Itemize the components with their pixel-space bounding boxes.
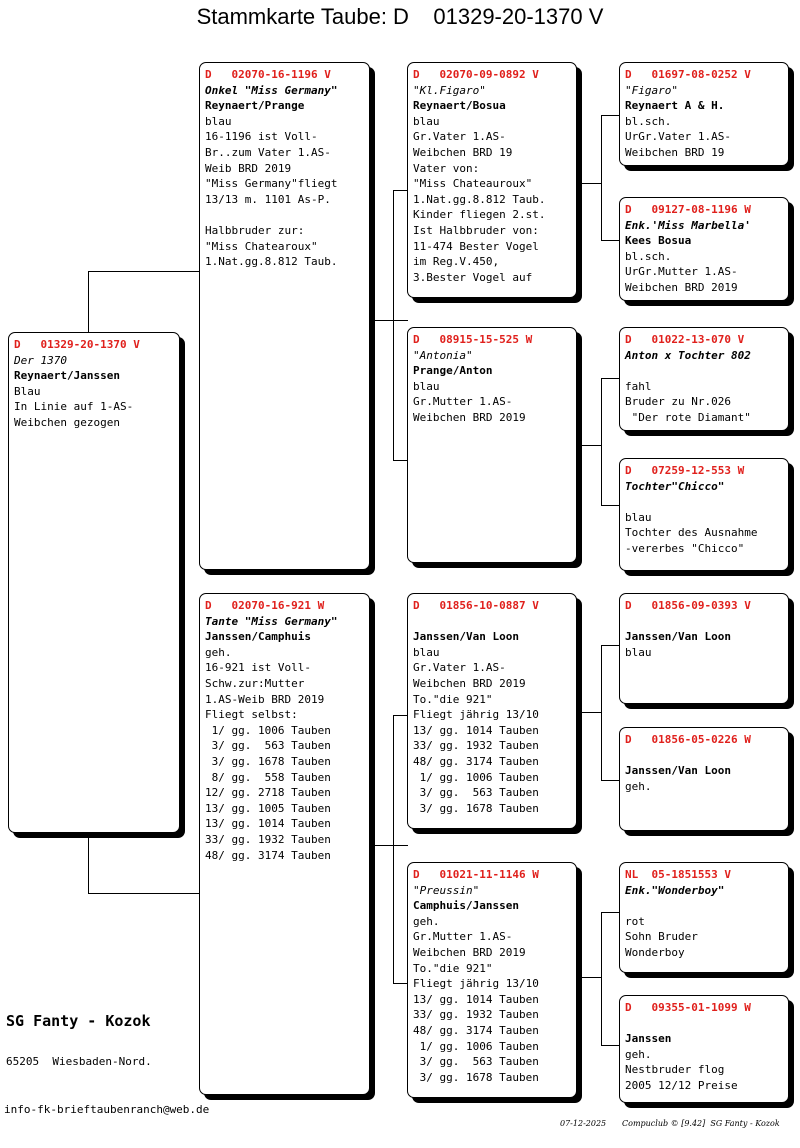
card-line: Ist Halbbruder von: [413,223,539,237]
card-line [625,1016,783,1032]
connector [88,832,89,893]
card-line: 1.Nat.gg.8.812 Taub. [205,255,338,269]
card-line: Anton x Tochter 802 [625,348,751,362]
page-title: Stammkarte Taube: D 01329-20-1370 V [196,4,604,29]
card-line: Gr.Mutter 1.AS- [413,395,513,409]
card-line: Br..zum Vater 1.AS- [205,145,331,159]
card-line: Wonderboy [625,945,685,959]
card-line: 3/ gg. 563 Tauben [205,739,331,753]
pigeon-card-ggf-1[interactable] [619,62,789,166]
card-line [413,614,571,630]
card-line: Tante "Miss Germany" [205,614,338,628]
card-line: 48/ gg. 3174 Tauben [413,1023,539,1037]
connector [601,240,620,241]
pigeon-card-ggm-3[interactable] [619,727,789,831]
connector [601,505,620,506]
card-line: Vater von: [413,161,480,175]
card-line: To."die 921" [413,692,493,706]
card-line: Tochter"Chicco" [625,479,725,493]
ring-number: D 09355-01-1099 W [625,1001,751,1014]
card-line: 16-921 ist Voll- [205,661,311,675]
card-line: 3/ gg. 563 Tauben [413,1055,539,1069]
card-line: Reynaert A & H. [625,99,725,113]
pigeon-card-mother[interactable] [199,593,370,1095]
connector [601,115,602,240]
card-line: rot [625,914,645,928]
card-line: Reynaert/Bosua [413,99,506,113]
card-line: 13/13 m. 1101 As-P. [205,192,331,206]
connector [88,271,200,272]
card-line: 3/ gg. 1678 Tauben [413,1070,539,1084]
card-line [625,748,783,764]
card-line: 13/ gg. 1005 Tauben [205,801,331,815]
card-line: "Figaro" [625,83,678,97]
ring-number: D 01856-09-0393 V [625,599,751,612]
ring-number: D 01329-20-1370 V [14,338,140,351]
card-line: In Linie auf 1-AS- [14,400,134,414]
owner-address: 65205 Wiesbaden-Nord. [6,1055,152,1068]
card-line: 1.AS-Weib BRD 2019 [205,692,325,706]
card-line: Weibchen BRD 2019 [413,410,526,424]
card-line: Janssen/Van Loon [625,764,731,778]
card-line: Gr.Vater 1.AS- [413,130,506,144]
card-line: 33/ gg. 1932 Tauben [413,739,539,753]
card-line: Camphuis/Janssen [413,899,519,913]
ring-number: D 09127-08-1196 W [625,203,751,216]
connector [393,715,394,983]
card-line: Gr.Vater 1.AS- [413,661,506,675]
pigeon-card-father[interactable] [199,62,370,570]
card-line: 16-1196 ist Voll- [205,130,318,144]
connector [393,983,408,984]
card-line: blau [205,114,232,128]
card-line: UrGr.Vater 1.AS- [625,130,731,144]
card-line: 2005 12/12 Preise [625,1078,738,1092]
card-line: geh. [625,1047,652,1061]
connector [369,320,408,321]
card-line: blau [413,379,440,393]
pigeon-card-maternal-grandfather[interactable] [407,593,577,829]
connector [601,115,620,116]
card-line: Halbbruder zur: [205,223,305,237]
connector [393,190,394,460]
connector [601,645,602,780]
connector [576,977,601,978]
ring-number: D 02070-09-0892 V [413,68,539,81]
card-line: "Antonia" [413,348,473,362]
pigeon-card-maternal-grandmother[interactable] [407,862,577,1098]
card-line: bl.sch. [625,249,672,263]
card-line: 1.Nat.gg.8.812 Taub. [413,192,546,206]
card-line: Prange/Anton [413,364,493,378]
card-line: Janssen/Camphuis [205,630,311,644]
card-line: -vererbes "Chicco" [625,541,745,555]
connector [369,845,408,846]
card-line: Onkel "Miss Germany" [205,83,338,97]
card-line: Janssen/Van Loon [413,630,519,644]
connector [576,712,601,713]
card-line: Fliegt selbst: [205,708,298,722]
card-line: Reynaert/Janssen [14,369,120,383]
card-line [625,898,783,914]
card-line: Schw.zur:Mutter [205,676,305,690]
card-line: 13/ gg. 1014 Tauben [413,723,539,737]
connector [601,378,620,379]
ring-number: D 01697-08-0252 V [625,68,751,81]
card-line: im Reg.V.450, [413,255,500,269]
card-line: 11-474 Bester Vogel [413,239,539,253]
connector [393,715,408,716]
card-line [625,614,783,630]
card-line: Weibchen BRD 2019 [413,945,526,959]
card-line: 3/ gg. 1678 Tauben [413,801,539,815]
ring-number: D 01856-05-0226 W [625,733,751,746]
connector [601,1045,620,1046]
card-line: blau [625,510,652,524]
connector [88,271,89,333]
card-line: 33/ gg. 1932 Tauben [413,1008,539,1022]
card-line: fahl [625,379,652,393]
pigeon-card-subject[interactable] [8,332,180,833]
card-line: Sohn Bruder [625,930,698,944]
card-line: 13/ gg. 1014 Tauben [205,817,331,831]
card-line [625,363,783,379]
pigeon-card-ggm-4[interactable] [619,995,789,1103]
card-line: Weibchen BRD 19 [413,145,513,159]
card-line: blau [625,645,652,659]
connector [576,445,601,446]
card-line: Janssen/Van Loon [625,630,731,644]
card-line: 33/ gg. 1932 Tauben [205,832,331,846]
card-line: Nestbruder flog [625,1063,725,1077]
card-line: 3.Bester Vogel auf [413,270,533,284]
card-line: UrGr.Mutter 1.AS- [625,265,738,279]
pigeon-card-paternal-grandmother[interactable] [407,327,577,563]
card-line: blau [413,114,440,128]
card-line: To."die 921" [413,961,493,975]
connector [601,780,620,781]
ring-number: D 02070-16-921 W [205,599,325,612]
card-line: Weibchen BRD 2019 [413,676,526,690]
connector [601,912,620,913]
card-line: "Preussin" [413,883,480,897]
pigeon-card-ggf-2[interactable] [619,327,789,431]
pigeon-card-ggm-2[interactable] [619,458,789,571]
owner-name: SG Fanty - Kozok [6,1012,151,1030]
card-line: Enk."Wonderboy" [625,883,725,897]
card-line: geh. [625,779,652,793]
card-line: 48/ gg. 3174 Tauben [205,848,331,862]
connector [601,645,620,646]
card-line: "Miss Chatearoux" [205,239,318,253]
footer-date: 07-12-2025 [560,1119,607,1128]
card-line: 13/ gg. 1014 Tauben [413,992,539,1006]
card-line: 3/ gg. 563 Tauben [413,786,539,800]
ring-number: D 01021-11-1146 W [413,868,539,881]
card-line: Fliegt jährig 13/10 [413,977,539,991]
card-line: "Miss Chateauroux" [413,177,533,191]
card-line: "Kl.Figaro" [413,83,486,97]
card-line [205,207,364,223]
card-line: Enk.'Miss Marbella' [625,218,751,232]
card-line: 3/ gg. 1678 Tauben [205,754,331,768]
card-line: Weibchen gezogen [14,415,120,429]
ring-number: D 01022-13-070 V [625,333,745,346]
card-line [625,494,783,510]
card-line: geh. [413,914,440,928]
card-line: Weibchen BRD 19 [625,145,725,159]
connector [601,912,602,1045]
card-line: 1/ gg. 1006 Tauben [413,770,539,784]
connector [601,378,602,505]
card-line: 1/ gg. 1006 Tauben [205,723,331,737]
card-line: bl.sch. [625,114,672,128]
card-line: Weibchen BRD 2019 [625,280,738,294]
card-line: "Miss Germany"fliegt [205,177,338,191]
connector [88,893,200,894]
card-line: Blau [14,384,41,398]
pigeon-card-paternal-grandfather[interactable] [407,62,577,298]
card-line: Tochter des Ausnahme [625,526,758,540]
card-line: Fliegt jährig 13/10 [413,708,539,722]
card-line: 8/ gg. 558 Tauben [205,770,331,784]
card-line: Kinder fliegen 2.st. [413,208,546,222]
card-line: Gr.Mutter 1.AS- [413,930,513,944]
card-line: 12/ gg. 2718 Tauben [205,786,331,800]
card-line: blau [413,645,440,659]
connector [393,190,408,191]
card-line: "Der rote Diamant" [625,410,751,424]
pigeon-card-ggf-4[interactable] [619,862,789,973]
owner-email[interactable]: info-fk-brieftaubenranch@web.de [4,1103,210,1116]
card-line: geh. [205,645,232,659]
card-line: Reynaert/Prange [205,99,305,113]
ring-number: D 01856-10-0887 V [413,599,539,612]
connector [393,460,408,461]
ring-number: D 07259-12-553 W [625,464,745,477]
ring-number: NL 05-1851553 V [625,868,731,881]
connector [576,183,601,184]
card-line: Weib BRD 2019 [205,161,292,175]
ring-number: D 08915-15-525 W [413,333,533,346]
ring-number: D 02070-16-1196 V [205,68,331,81]
card-line: Janssen [625,1032,672,1046]
footer-credit: Compuclub © [9.42] SG Fanty - Kozok [622,1119,780,1128]
pigeon-card-ggf-3[interactable] [619,593,789,704]
card-line: 48/ gg. 3174 Tauben [413,754,539,768]
card-line: Kees Bosua [625,234,692,248]
card-line: Bruder zu Nr.026 [625,395,731,409]
pigeon-card-ggm-1[interactable] [619,197,789,301]
card-line: 1/ gg. 1006 Tauben [413,1039,539,1053]
card-line: Der 1370 [14,353,67,367]
